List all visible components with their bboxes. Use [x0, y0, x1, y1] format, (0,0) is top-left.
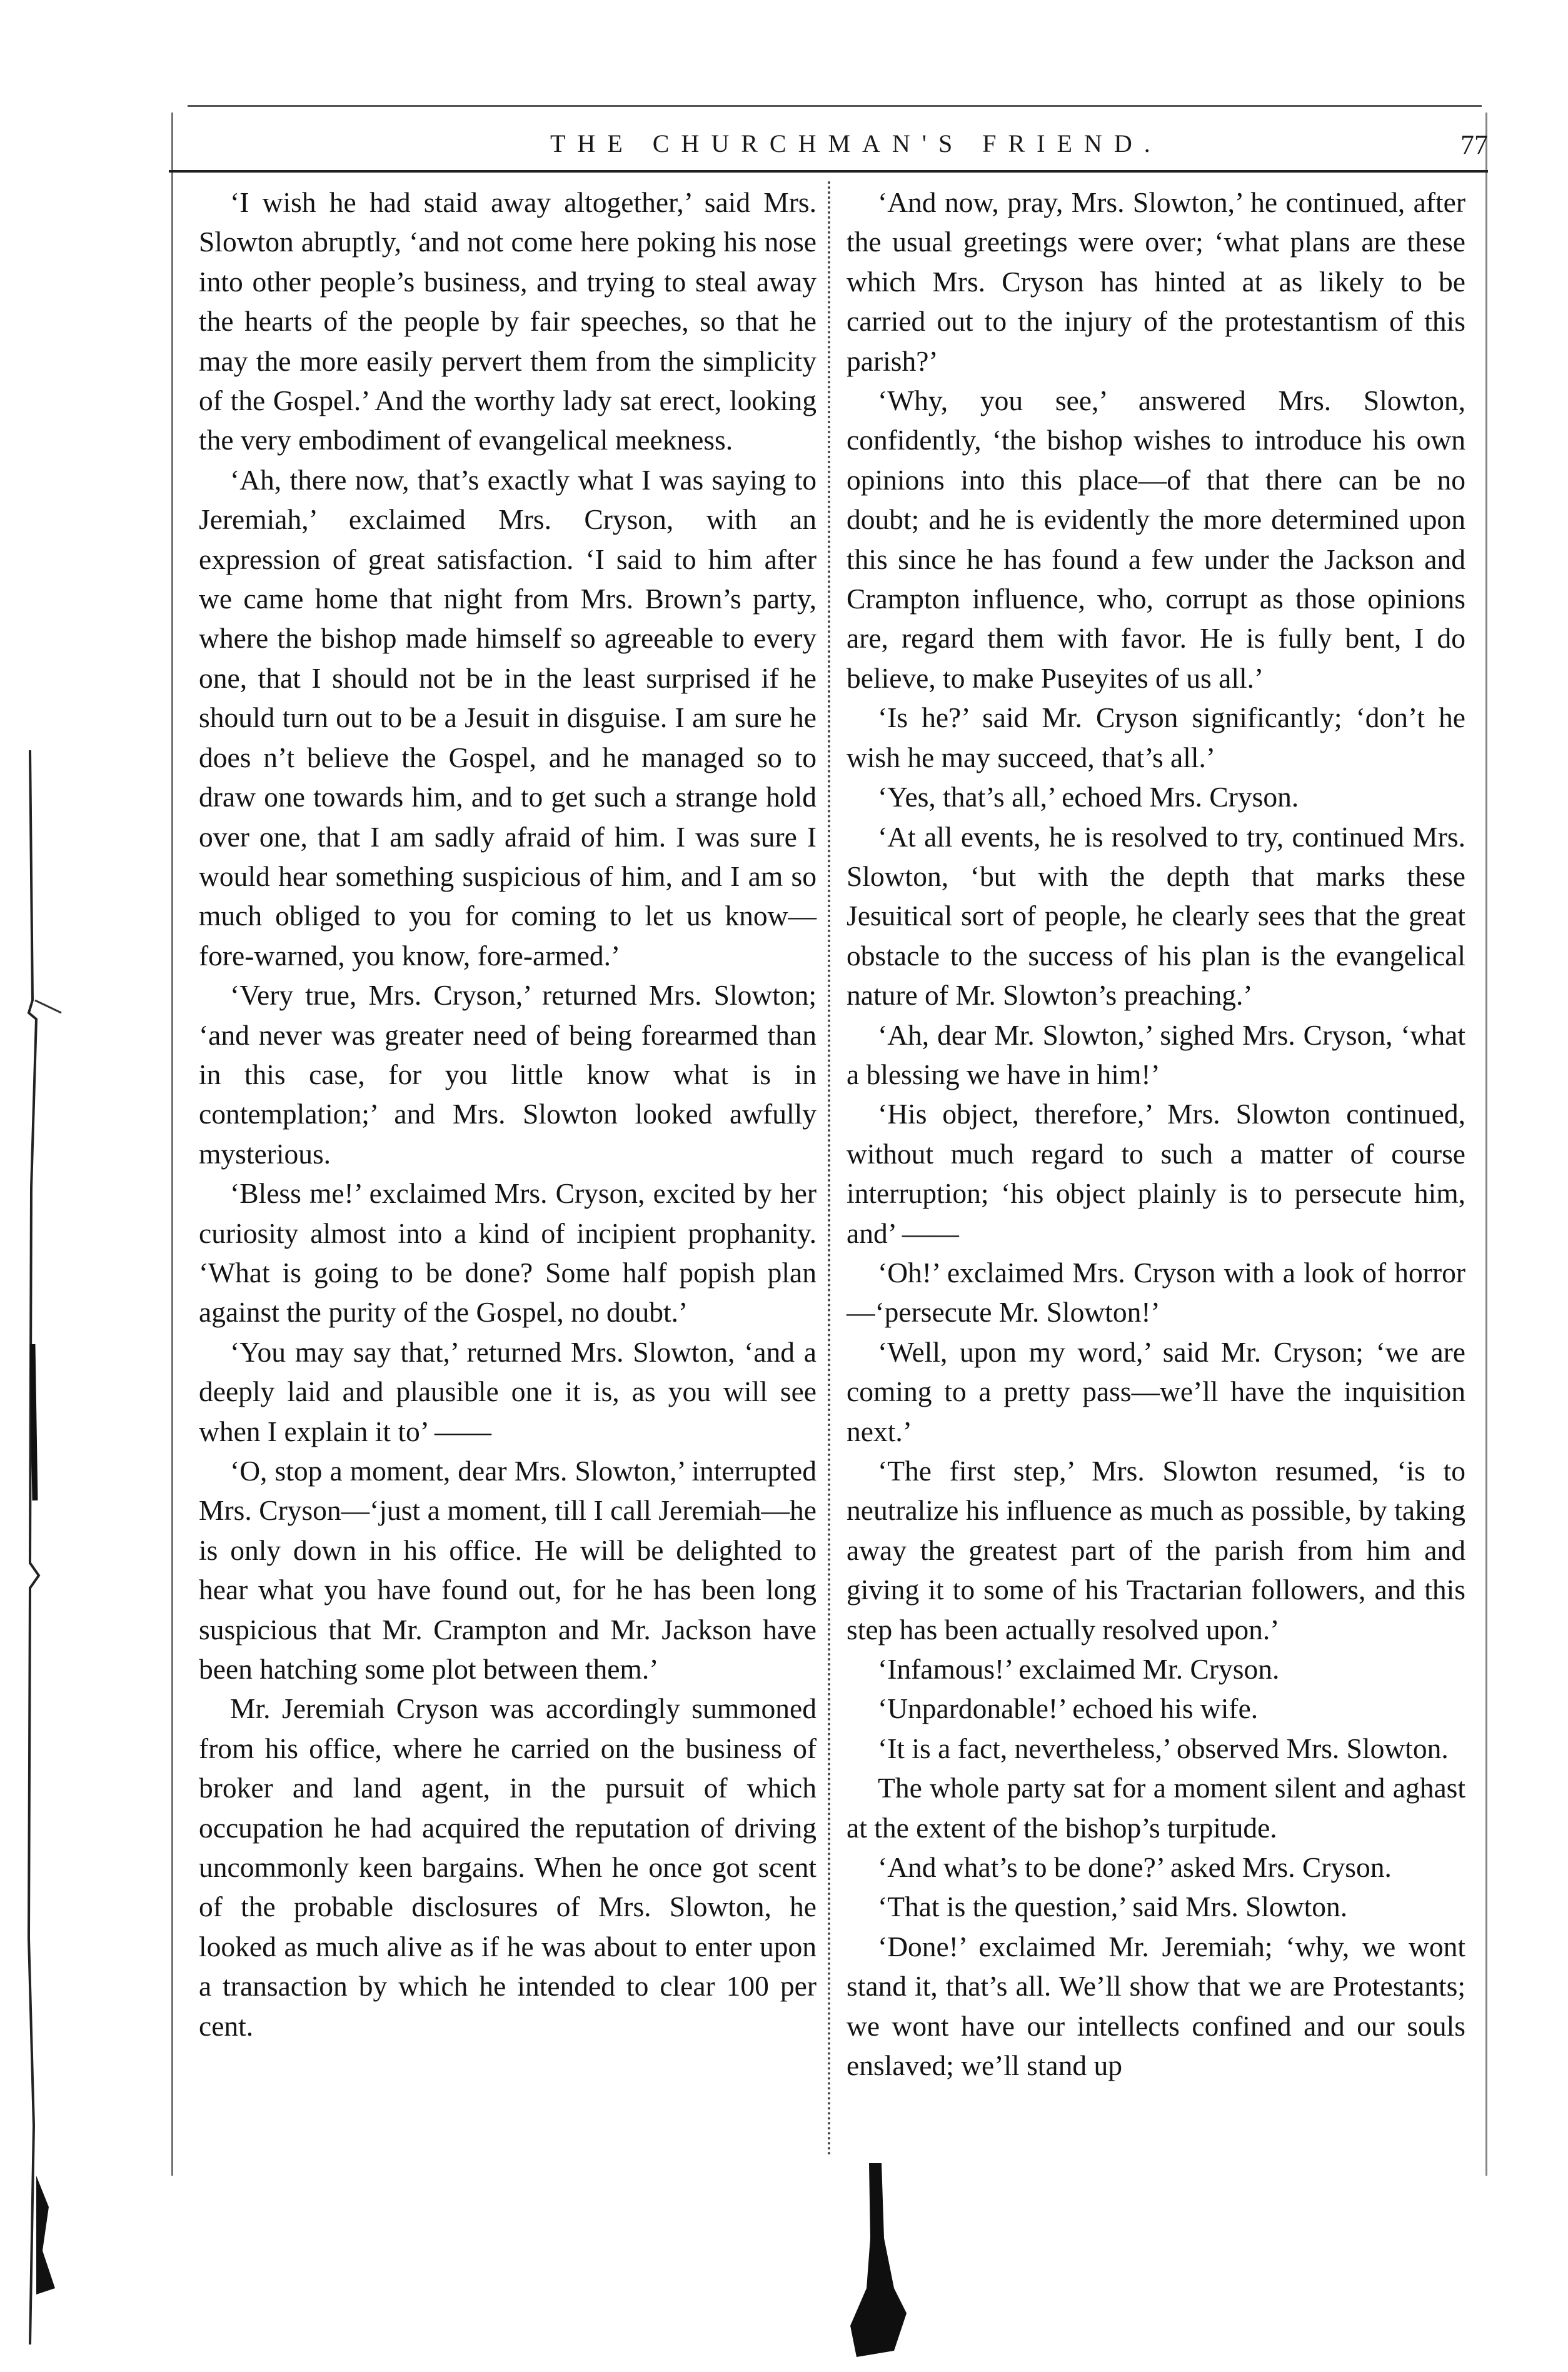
paragraph: ‘It is a fact, nevertheless,’ observed Mrs. Slowton. [878, 1732, 1449, 1764]
header-rule [169, 170, 1488, 173]
paragraph: ‘Well, upon my word,’ said Mr. Cryson; ‘we are coming to a pretty pass—we’ll have the inquisition next.’ [847, 1335, 1465, 1447]
page-header [181, 123, 1488, 164]
paragraph: ‘Very true, Mrs. Cryson,’ returned Mrs. Slowton; ‘and never was greater need of being forearmed than in this case, for you little know what is in contemplation;’ and Mrs. Slowton looked awfully mysterious. [199, 979, 817, 1170]
paragraph: ‘At all events, he is resolved to try, continued Mrs. Slowton, ‘but with the depth that marks these Jesuitical sort of people, he clearly sees that the great obstacle to the success of his plan is the evangelical nature of Mr. Slowton’s preaching.’ [847, 820, 1465, 1012]
binding-edge-marks [11, 750, 68, 2344]
paragraph: ‘Done!’ exclaimed Mr. Jeremiah; ‘why, we wont stand it, that’s all. We’ll show that we are Protestants; we wont have our intellects confined and our souls enslaved; we’ll stand up [847, 1930, 1465, 2082]
paragraph: ‘You may say that,’ returned Mrs. Slowton, ‘and a deeply laid and plausible one it is, as you will see when I explain it to’ —— [199, 1335, 817, 1447]
paragraph: ‘And now, pray, Mrs. Slowton,’ he continued, after the usual greetings were over; ‘what plans are these which Mrs. Cryson has hinted at as likely to be carried out to the injury of the protestantism of this parish?’ [847, 186, 1465, 377]
paragraph: ‘Why, you see,’ answered Mrs. Slowton, confidently, ‘the bishop wishes to introduce his own opinions into this place—of that there can be no doubt; and he is evidently the more determined upon this since he has found a few under the Jackson and Crampton influence, who, corrupt as those opinions are, regard them with favor. He is fully bent, I do believe, to make Puseyites of us all.’ [847, 384, 1465, 694]
page-number: 77 [1460, 129, 1488, 160]
paragraph: ‘His object, therefore,’ Mrs. Slowton continued, without much regard to such a matter of course interruption; ‘his object plainly is to persecute him, and’ —— [847, 1098, 1465, 1249]
paragraph: The whole party sat for a moment silent and aghast at the extent of the bishop’s turpitude. [847, 1772, 1465, 1844]
paragraph: ‘Ah, dear Mr. Slowton,’ sighed Mrs. Cryson, ‘what a blessing we have in him!’ [847, 1018, 1465, 1090]
top-frame-rule [188, 105, 1482, 107]
paragraph: ‘Yes, that’s all,’ echoed Mrs. Cryson. [878, 781, 1299, 813]
paragraph: ‘Oh!’ exclaimed Mrs. Cryson with a look of horror—‘persecute Mr. Slowton!’ [847, 1256, 1465, 1329]
column-divider [828, 181, 830, 2157]
paragraph: ‘Infamous!’ exclaimed Mr. Cryson. [878, 1653, 1280, 1686]
right-frame-rule [1485, 113, 1487, 2176]
paragraph: ‘I wish he had staid away altogether,’ said Mrs. Slowton abruptly, ‘and not come here poking his nose into other people’s business, and trying to steal away the hearts of the people by fair speeches, so that he may the more easily pervert them from the simplicity of the Gospel.’ And the worthy lady sat erect, looking the very embodiment of evangelical meekness. [199, 186, 817, 456]
paragraph: ‘Bless me!’ exclaimed Mrs. Cryson, excited by her curiosity almost into a kind of incipient prophanity. ‘What is going to be done? Some half popish plan against the purity of the Gospel, no doubt.’ [199, 1177, 817, 1329]
paragraph: ‘Ah, there now, that’s exactly what I was saying to Jeremiah,’ exclaimed Mrs. Cryson, with an expression of great satisfaction. ‘I said to him after we came home that night from Mrs. Brown’s party, where the bishop made himself so agreeable to every one, that I should not be in the least surprised if he should turn out to be a Jesuit in disguise. I am sure he does n’t believe the Gospel, and he managed so to draw one towards him, and to get such a strange hold over one, that I am sadly afraid of him. I was sure I would hear something suspicious of him, and I am so much obliged to you for coming to let us know—fore-warned, you know, fore-armed.’ [199, 463, 817, 972]
paragraph: ‘And what’s to be done?’ asked Mrs. Cryson. [878, 1851, 1392, 1884]
ink-blot [832, 2163, 932, 2363]
paragraph: ‘Unpardonable!’ echoed his wife. [878, 1692, 1259, 1725]
paragraph: ‘Is he?’ said Mr. Cryson significantly; ‘don’t he wish he may succeed, that’s all.’ [847, 701, 1465, 773]
right-column [847, 183, 1465, 2086]
paragraph: Mr. Jeremiah Cryson was accordingly summoned from his office, where he carried on the business of broker and land agent, in the pursuit of which occupation he had acquired the reputation of driving uncommonly keen bargains. When he once got scent of the probable disclosures of Mrs. Slowton, he looked as much alive as if he was about to enter upon a transaction by which he intended to clear 100 per cent. [199, 1692, 817, 2042]
left-frame-rule [171, 113, 173, 2176]
paragraph: ‘O, stop a moment, dear Mrs. Slowton,’ interrupted Mrs. Cryson—‘just a moment, till I call Jeremiah—he is only down in his office. He will be delighted to hear what you have found out, for he has been long suspicious that Mr. Crampton and Mr. Jackson have been hatching some plot between them.’ [199, 1455, 817, 1686]
paragraph: ‘That is the question,’ said Mrs. Slowton. [878, 1891, 1348, 1923]
running-title: THE CHURCHMAN'S FRIEND. [550, 129, 1162, 158]
left-column [199, 183, 817, 2046]
paragraph: ‘The first step,’ Mrs. Slowton resumed, ‘is to neutralize his influence as much as possible, by taking away the greatest part of the parish from him and giving it to some of his Tractarian followers, and this step has been actually resolved upon.’ [847, 1455, 1465, 1646]
